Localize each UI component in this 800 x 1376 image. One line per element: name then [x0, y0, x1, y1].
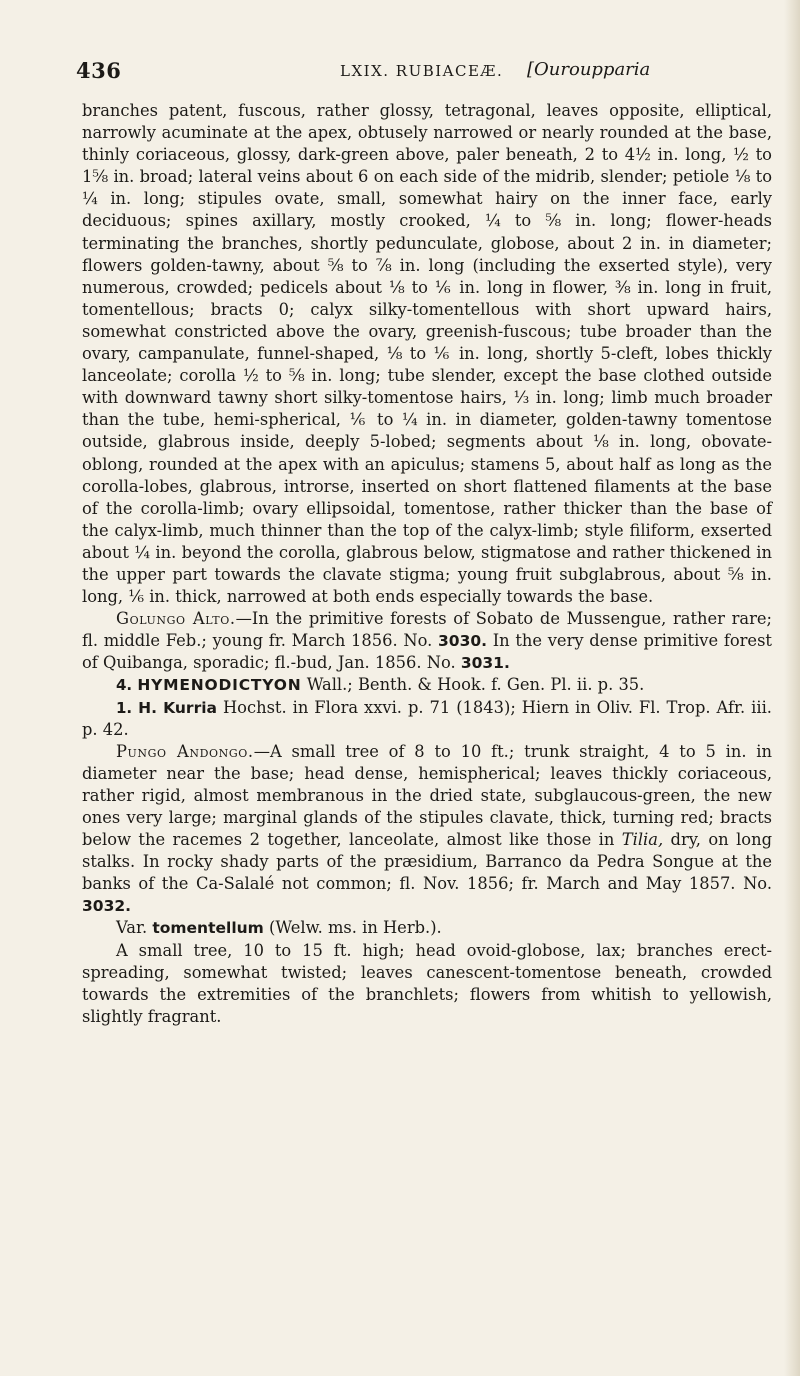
variety-label: Var. — [116, 918, 148, 938]
italic-taxon: Tilia, — [621, 830, 664, 850]
specimen-number: 3032. — [82, 897, 132, 916]
genus-citation: Wall.; Benth. & Hook. f. Gen. Pl. ii. p. 35. — [306, 675, 645, 695]
species-description: branches patent, fuscous, rather glossy, tetragonal, leaves opposite, elliptical, narrowly acuminate at the apex, obtusely narrowed or nearly rounded at the base, thinly coriaceous, glossy, dark-green above, paler beneath, 2 to 4½ in. long, ½ to 1⅝ in. broad; lateral veins about 6 on each side of the midrib, slender; petiole ⅛ to ¼ in. long; stipules ovate, small, somewhat hairy on the inner face, early deciduous; spines axillary, mostly crooked, ¼ to ⅝ in. long; flower-heads terminating the branches, shortly pedunculate, globose, about 2 in. in diameter; flowers golden-tawny, about ⅝ to ⅞ in. long (including the exserted style), very numerous, crowded; pedicels about ⅛ to ⅙ in. long in flower, ⅜ in. long in fruit, tomentellous; bracts 0; calyx silky-tomentellous with short upward hairs, somewhat constricted above the ovary, greenish-fuscous; tube broader than the ovary, campanulate, funnel-shaped, ⅛ to ⅙ in. long, shortly 5-cleft, lobes thickly lanceolate; corolla ½ to ⅝ in. long; tube slender, except the base clothed outside with downward tawny short silky-tomentose hairs, ⅓ in. long; limb much broader than the tube, hemi-spherical, ⅙ to ¼ in. in diameter, golden-tawny tomentose outside, glabrous inside, deeply 5-lobed; segments about ⅛ in. long, obovate-oblong, rounded at the apex with an apiculus; stamens 5, about half as long as the corolla-lobes, glabrous, introrse, inserted on short flattened filaments at the base of the corolla-limb; ovary ellipsoidal, tomentose, rather thicker than the base of the calyx-limb, much thinner than the top of the calyx-limb; style filiform, exserted about ¼ in. beyond the corolla, glabrous below, stigmatose and rather thickened in the upper part towards the clavate stigma; young fruit subglabrous, about ⅝ in. long, ⅙ in. thick, narrowed at both ends especially towards the base. — [82, 101, 772, 607]
species-citation: Hochst. in Flora xxvi. p. 71 (1843); Hiern in Oliv. Fl. Trop. Afr. iii. p. 42. — [82, 697, 772, 739]
locality-text-2: In the very dense primitive forest of Quibanga, sporadic; fl.-bud, Jan. 1856. — [82, 631, 772, 673]
specimen-number: 3031. — [460, 654, 510, 673]
genus-entry — [82, 674, 772, 696]
page-number: 436 — [76, 58, 122, 83]
page-body — [82, 100, 772, 1028]
locality-paragraph-1 — [82, 608, 772, 674]
genus-name: HYMENODICTYON — [137, 676, 302, 695]
species-entry — [82, 697, 772, 741]
page-edge — [784, 0, 800, 1376]
species-number: 1. — [116, 698, 133, 717]
locality-text-2: dry, on long stalks. In rocky shady parts of the præsidium, Barranco da Pedra Songue at the banks of the Ca-Salalé not common; fl. Nov. 1856; fr. March and May 1857. — [82, 830, 772, 894]
variety-citation: (Welw. ms. in Herb.). — [269, 918, 442, 938]
locality-text: —In the primitive forests of Sobato de Mussengue, rather rare; fl. middle Feb.; young fr. March 1856. — [82, 609, 772, 651]
specimen-label: No. — [743, 874, 772, 894]
page-header — [76, 58, 772, 88]
locality-text: —A small tree of 8 to 10 ft.; trunk straight, 4 to 5 in. in diameter near the base; head dense, hemispherical; leaves thickly coriaceous, rather rigid, almost membranous in the dried state, subglaucous-green, the new ones very large; marginal glands of the stipules clavate, thick, turning red; bracts below the racemes 2 together, lanceolate, almost like those in — [82, 741, 772, 850]
species-name: H. Kurria — [138, 698, 217, 717]
specimen-number: 3030. — [438, 632, 488, 651]
variety-description: A small tree, 10 to 15 ft. high; head ovoid-globose, lax; branches erect-spreading, somewhat twisted; leaves canescent-tomentose beneath, crowded towards the extremities of the branchlets; flowers from whitish to yellowish, slightly fragrant. — [82, 940, 772, 1026]
genus-running-head: [Ouroupparia — [527, 59, 651, 80]
variety-name: tomentellum — [152, 919, 264, 938]
genus-number: 4. — [116, 676, 133, 695]
locality-paragraph-2 — [82, 741, 772, 918]
locality-name: Golungo Alto. — [116, 609, 236, 629]
variety-entry — [82, 917, 772, 939]
specimen-label: No. — [426, 653, 456, 673]
specimen-label: No. — [403, 631, 433, 651]
locality-name: Pungo Andongo. — [116, 741, 254, 761]
running-head: LXIX. RUBIACEÆ. — [340, 62, 504, 80]
